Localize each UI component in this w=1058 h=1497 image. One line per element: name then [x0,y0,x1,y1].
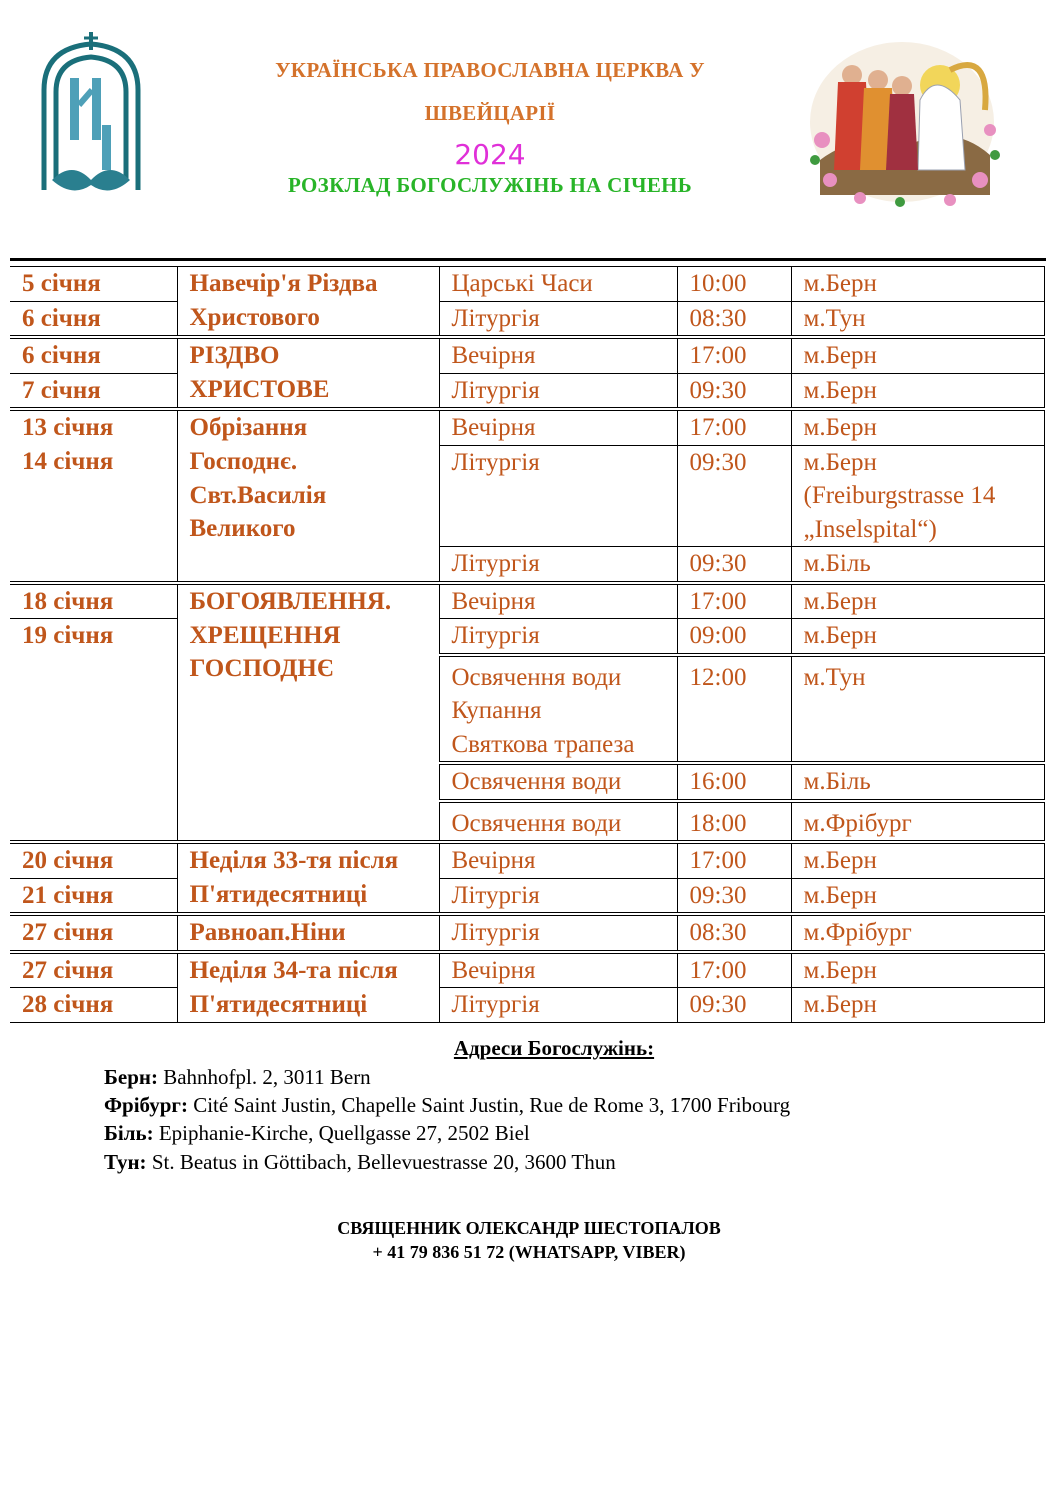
table-row [10,842,1044,878]
time-cell: 17:00 [677,952,791,988]
address-text: St. Beatus in Göttibach, Bellevuestrasse 20, 3600 Thun [146,1150,616,1174]
addresses-heading: Адреси Богослужінь: [453,1036,655,1060]
feast-title-cell: П'ятидесятниці [177,988,439,1023]
date-cell: 5 січня [10,267,177,302]
feast-title-line: Свт.Василія [189,481,327,509]
service-cell: Царські Часи [439,267,677,302]
place-cell: м.Берн [791,878,1044,914]
service-cell: Вечірня [439,952,677,988]
date-cell: 27 січня [10,952,177,988]
place-cell: м.Берн [791,619,1044,655]
time-cell: 08:30 [677,914,791,952]
place-cell: м.Берн [791,267,1044,302]
date-cell: 18 січня [10,583,177,619]
church-emblem-logo [32,30,150,198]
time-cell: 10:00 [677,267,791,302]
church-name-line2: ШВЕЙЦАРІЇ [424,101,556,125]
service-cell: Літургія [439,547,677,583]
date-cell: 6 січня [10,337,177,373]
date-cell: 13 січня [10,409,177,445]
time-cell: 18:00 [677,801,791,843]
feast-title-cell: РІЗДВО [177,337,439,373]
time-cell: 09:30 [677,373,791,409]
time-cell: 17:00 [677,842,791,878]
place-cell: м.Берн [791,842,1044,878]
table-row [10,988,1044,1023]
place-line: (Freiburgstrasse 14 [803,482,996,509]
feast-title-cell: Неділя 33-тя після [177,842,439,878]
date-cell: 21 січня [22,881,114,909]
year-label: 2024 [454,138,526,171]
service-cell: Вечірня [439,842,677,878]
table-row [10,952,1044,988]
place-cell: м.Фрібург [791,801,1044,843]
place-cell: м.Біль [791,547,1044,583]
service-cell: Освячення води [439,801,677,843]
date-cell: 6 січня [22,304,101,332]
table-row [10,267,1044,302]
place-cell: м.Тун [791,301,1044,337]
time-cell: 12:00 [677,655,791,764]
place-cell: м.Фрібург [791,914,1044,952]
time-cell: 08:30 [677,301,791,337]
time-cell: 16:00 [677,763,791,801]
date-text: 14 січня [22,448,114,475]
feast-title-cell: Обрізання [177,409,439,445]
address-text: Epiphanie-Kirche, Quellgasse 27, 2502 Biel [153,1121,530,1145]
date-cell: 27 січня [10,914,177,952]
address-thun [104,1150,616,1175]
address-label: Берн: [104,1065,158,1089]
place-cell: м.Берн [791,337,1044,373]
feast-title-cell: Христового [177,301,439,337]
place-cell: м.Берн [791,373,1044,409]
place-cell: м.Тун [791,655,1044,764]
address-biel [104,1121,530,1146]
feast-title-line: Великого [189,515,296,542]
address-label: Біль: [104,1121,154,1145]
time-cell: 09:30 [677,445,791,547]
service-cell: Освячення води [439,763,677,801]
table-row [10,445,1044,547]
address-label: Тун: [104,1150,147,1174]
service-cell [439,655,677,764]
time-cell: 17:00 [677,409,791,445]
date-cell [10,445,177,583]
feast-title-line: ГОСПОДНЄ [189,655,334,682]
date-cell [10,619,177,843]
date-cell: 28 січня [10,988,177,1023]
place-cell: м.Берн [791,409,1044,445]
schedule-title: РОЗКЛАД БОГОСЛУЖІНЬ НА СІЧЕНЬ [288,173,692,197]
service-cell: Вечірня [439,337,677,373]
service-cell: Літургія [439,878,677,914]
place-cell: м.Біль [791,763,1044,801]
table-row [10,583,1044,619]
feast-title-line: ХРЕЩЕННЯ [189,621,341,649]
time-cell: 09:30 [677,547,791,583]
place-line: м.Берн [803,448,877,476]
time-cell: 09:30 [677,878,791,914]
feast-title-cell [177,619,439,843]
address-text: Bahnhofpl. 2, 3011 Bern [157,1065,371,1089]
service-cell: Літургія [439,445,677,547]
feast-title-cell: Навечір'я Різдва [177,267,439,302]
service-cell: Літургія [439,619,677,655]
church-name-line1: УКРАЇНСЬКА ПРАВОСЛАВНА ЦЕРКВА У [275,58,705,82]
date-cell: 20 січня [10,842,177,878]
priest-phone: + 41 79 836 51 72 (WHATSAPP, VIBER) [372,1242,686,1262]
table-row [10,914,1044,952]
priest-name: СВЯЩЕННИК ОЛЕКСАНДР ШЕСТОПАЛОВ [337,1218,721,1238]
address-fribourg [104,1093,790,1118]
service-cell: Вечірня [439,409,677,445]
address-text: Cité Saint Justin, Chapelle Saint Justin, Rue de Rome 3, 1700 Fribourg [187,1093,791,1117]
header-divider [10,258,1046,261]
time-cell: 17:00 [677,583,791,619]
time-cell: 17:00 [677,337,791,373]
time-cell: 09:00 [677,619,791,655]
feast-title-cell [177,445,439,583]
service-cell: Літургія [439,988,677,1023]
address-label: Фрібург: [104,1093,188,1117]
service-cell: Літургія [439,373,677,409]
place-cell: м.Берн [791,583,1044,619]
table-row [10,301,1044,337]
service-line: Купання [451,697,542,724]
table-row [10,878,1044,914]
table-row [10,619,1044,655]
date-cell: 7 січня [22,376,101,404]
place-cell: м.Берн [791,988,1044,1023]
table-row [10,337,1044,373]
feast-title-cell: БОГОЯВЛЕННЯ. [177,583,439,619]
feast-title-cell: Неділя 34-та після [177,952,439,988]
place-cell: м.Берн [791,952,1044,988]
service-cell: Літургія [439,914,677,952]
feast-title-cell: Равноап.Ніни [177,914,439,952]
service-line: Святкова трапеза [451,730,635,758]
service-cell: Вечірня [439,583,677,619]
feast-title-line: Господнє. [189,448,298,475]
date-text: 19 січня [22,622,114,649]
address-bern [104,1065,371,1090]
table-row [10,373,1044,409]
place-line: „Inselspital“) [803,515,937,543]
table-row [10,409,1044,445]
schedule-table [10,266,1045,1023]
time-cell: 09:30 [677,988,791,1023]
feast-title-cell: П'ятидесятниці [177,878,439,914]
feast-title-cell: ХРИСТОВЕ [177,373,439,409]
myrrh-bearers-icon [800,30,1005,208]
service-line: Освячення води [451,663,622,691]
service-cell: Літургія [439,301,677,337]
place-cell [791,445,1044,547]
